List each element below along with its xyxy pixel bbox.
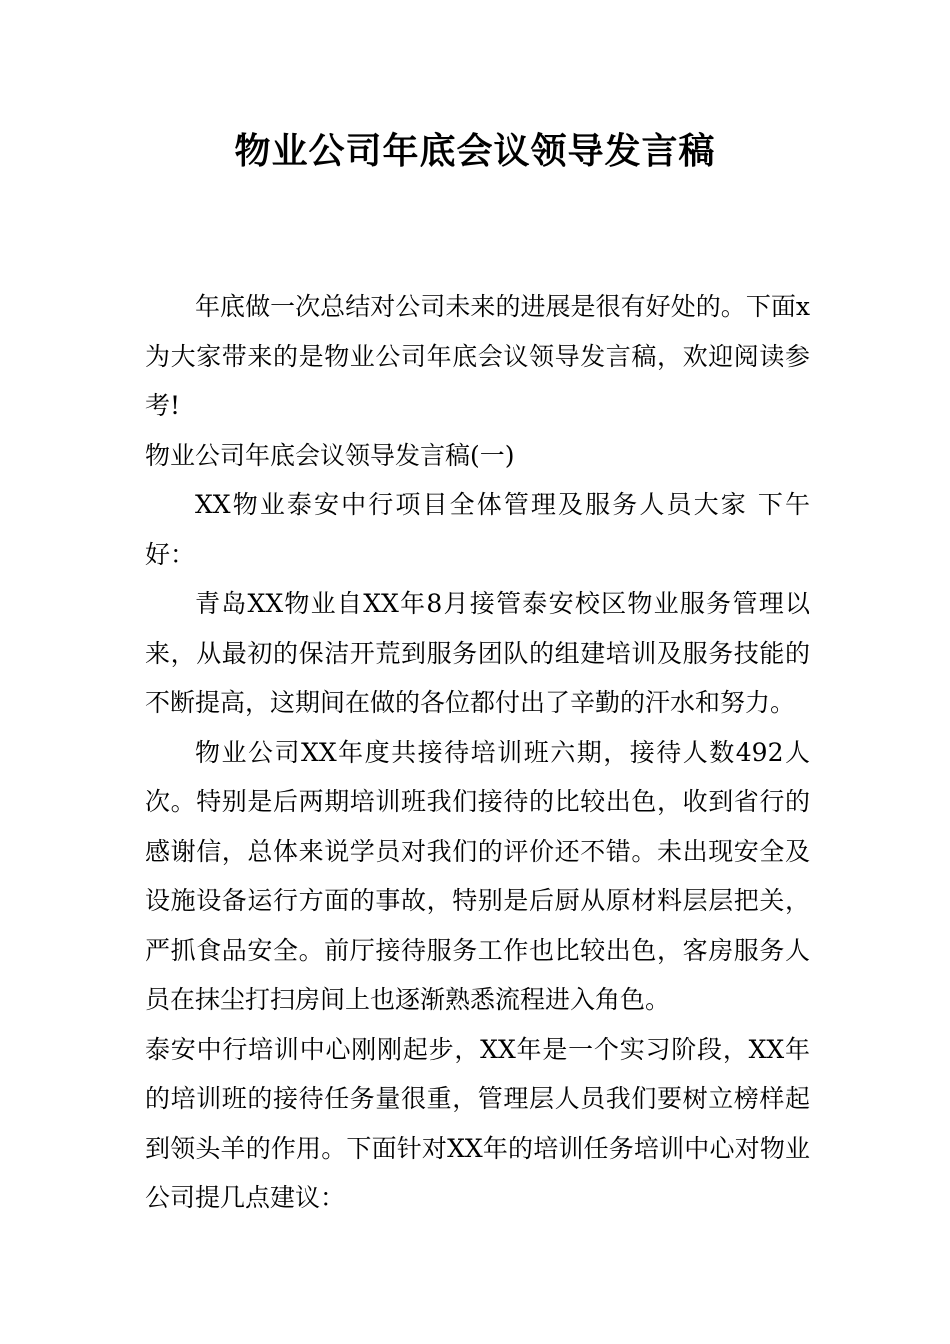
document-body [145,282,810,1223]
document-title: 物业公司年底会议领导发言稿 [234,131,716,172]
performance-paragraph: 物业公司XX年度共接待培训班六期，接待人数492人次。特别是后两期培训班我们接待的比较出色，收到省行的感谢信，总体来说学员对我们的评价还不错。未出现安全及设施设备运行方面的事故，特别是后厨从原材料层层把关，严抓食品安全。前厅接待服务工作也比较出色，客房服务人员在抹尘打扫房间上也逐渐熟悉流程进入角色。 [145,737,810,1014]
suggestion-paragraph: 泰安中行培训中心刚刚起步，XX年是一个实习阶段，XX年的培训班的接待任务量很重，管理层人员我们要树立榜样起到领头羊的作用。下面针对XX年的培训任务培训中心对物业公司提几点建议： [145,1034,810,1212]
history-paragraph: 青岛XX物业自XX年8月接管泰安校区物业服务管理以来，从最初的保洁开荒到服务团队的组建培训及服务技能的不断提高，这期间在做的各位都付出了辛勤的汗水和努力。 [145,589,810,717]
intro-paragraph: 年底做一次总结对公司未来的进展是很有好处的。下面x为大家带来的是物业公司年底会议领导发言稿，欢迎阅读参考! [145,292,810,420]
section-heading: 物业公司年底会议领导发言稿(一) [145,440,515,470]
greeting-paragraph: XX物业泰安中行项目全体管理及服务人员大家 下午好： [145,490,810,569]
